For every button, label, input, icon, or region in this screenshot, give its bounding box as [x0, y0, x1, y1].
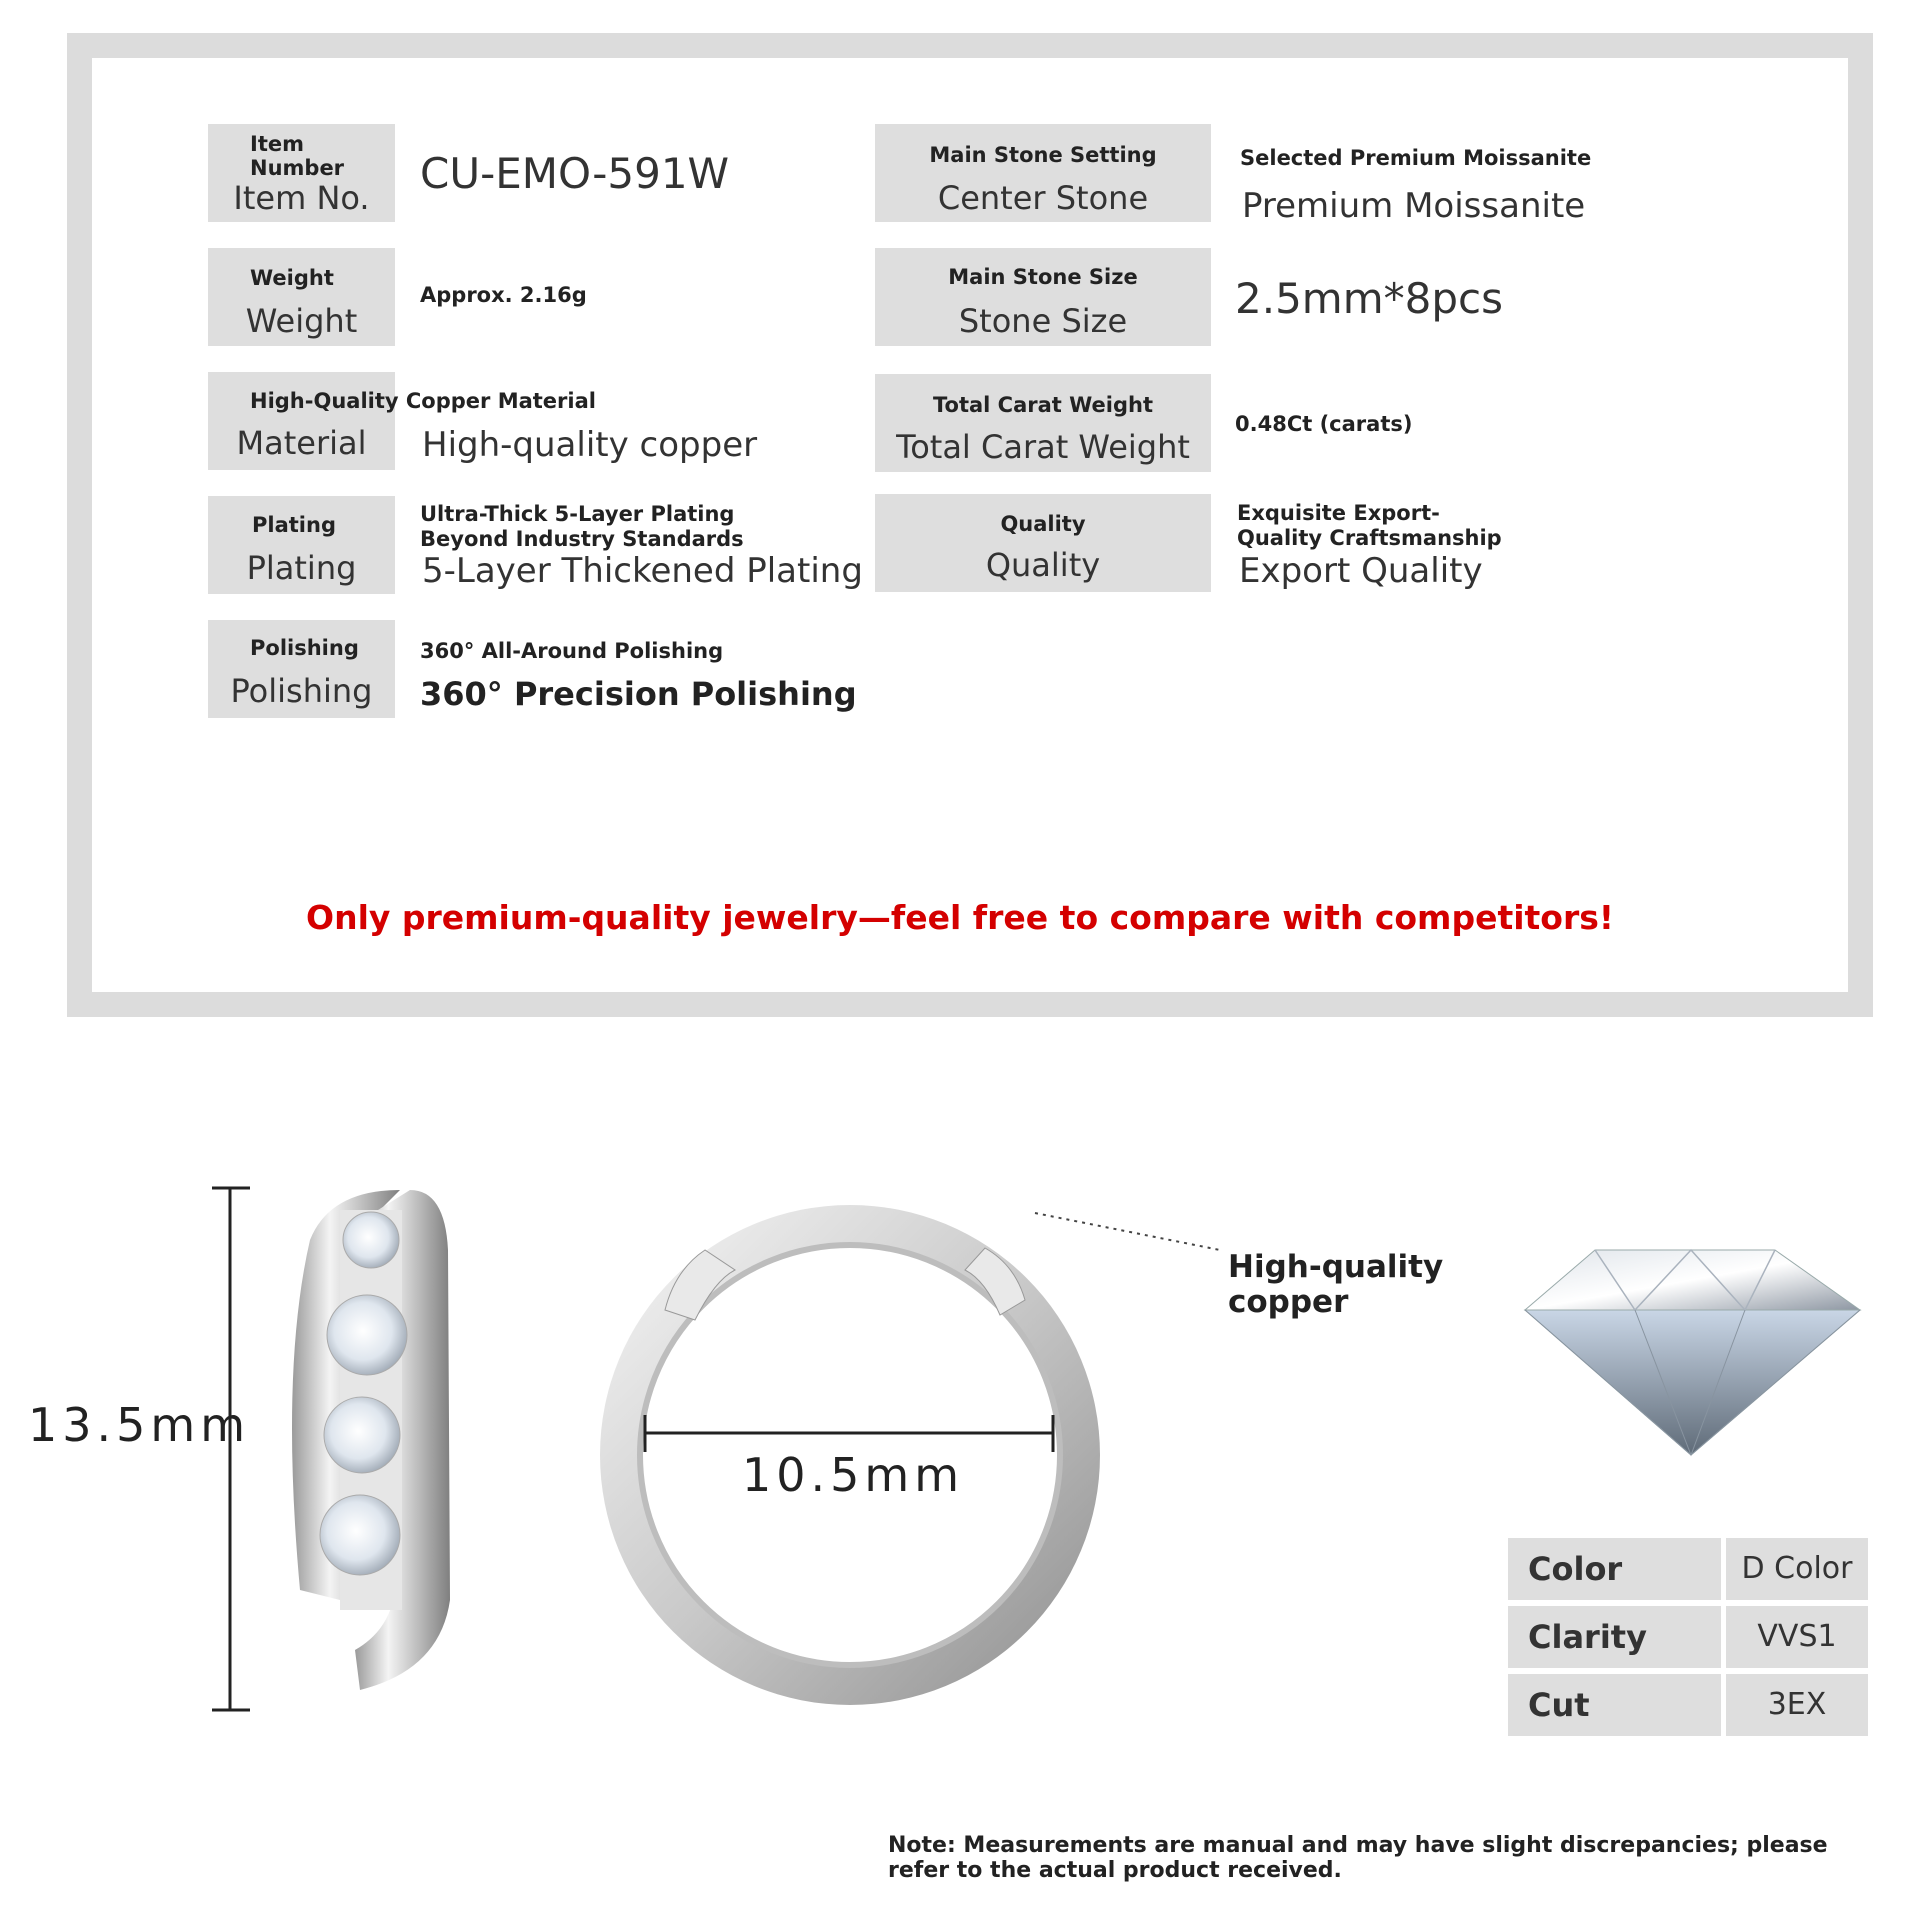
- spec-label-small: Main Stone Size: [948, 265, 1138, 289]
- material-callout-label: High-quality copper: [1228, 1249, 1444, 1320]
- spec-label-small: Main Stone Setting: [929, 143, 1157, 167]
- spec-label-big: Material: [236, 424, 367, 462]
- table-key: Cut: [1508, 1674, 1721, 1736]
- spec-value: 0.48Ct (carats): [1235, 412, 1413, 436]
- spec-label: [875, 248, 1211, 346]
- spec-label-small: Total Carat Weight: [932, 393, 1154, 417]
- spec-label-big: Stone Size: [958, 302, 1128, 340]
- spec-value: 360° Precision Polishing: [420, 675, 857, 713]
- spec-label: [208, 124, 395, 222]
- table-key: Clarity: [1508, 1606, 1721, 1668]
- spec-label-big: Polishing: [230, 672, 373, 710]
- measurement-note: Note: Measurements are manual and may have slight discrepancies; please refer to the actual product received.: [888, 1833, 1828, 1883]
- spec-label-small: Polishing: [250, 636, 359, 660]
- spec-label-big: Quality: [985, 546, 1101, 584]
- table-key: Color: [1508, 1538, 1721, 1600]
- height-dimension-label: 13.5mm: [28, 1398, 251, 1452]
- spec-value-small: 360° All-Around Polishing: [420, 639, 724, 663]
- spec-label-small: Weight: [250, 266, 334, 290]
- spec-label-big: Plating: [246, 549, 357, 587]
- spec-value-small: Exquisite Export- Quality Craftsmanship: [1237, 501, 1502, 550]
- spec-label-small: Plating: [252, 513, 336, 537]
- spec-label: [875, 494, 1211, 592]
- callout-dotted-line: [1030, 1205, 1230, 1255]
- spec-label: [208, 372, 395, 470]
- spec-value: Premium Moissanite: [1242, 186, 1586, 226]
- spec-value-small: Ultra-Thick 5-Layer Plating Beyond Industry Standards: [420, 502, 744, 551]
- spec-label-big: Center Stone: [937, 179, 1149, 217]
- spec-label-small: Item Number: [250, 132, 345, 180]
- spec-label: [208, 620, 395, 718]
- spec-value: 2.5mm*8pcs: [1235, 274, 1503, 323]
- spec-value: Approx. 2.16g: [420, 283, 587, 307]
- spec-label-big: Item No.: [233, 179, 370, 217]
- table-value: VVS1: [1726, 1606, 1868, 1668]
- hoop-earring-side-view-icon: [270, 1170, 470, 1730]
- table-value: D Color: [1726, 1538, 1868, 1600]
- spec-value: CU-EMO-591W: [420, 149, 730, 198]
- spec-label: [208, 496, 395, 594]
- spec-value: 5-Layer Thickened Plating: [422, 551, 863, 591]
- inner-diameter-label: 10.5mm: [742, 1448, 965, 1502]
- spec-label: [875, 124, 1211, 222]
- spec-label: [208, 248, 395, 346]
- table-value: 3EX: [1726, 1674, 1868, 1736]
- spec-label: [875, 374, 1211, 472]
- spec-label-big: Total Carat Weight: [896, 428, 1190, 466]
- spec-value-small: Selected Premium Moissanite: [1240, 146, 1592, 170]
- spec-label-small: High-Quality Copper Material: [250, 389, 596, 413]
- spec-value: High-quality copper: [422, 425, 758, 465]
- moissanite-diamond-icon: [1505, 1230, 1875, 1490]
- promo-banner: Only premium-quality jewelry—feel free to compare with competitors!: [306, 898, 1614, 937]
- spec-value: Export Quality: [1239, 551, 1483, 591]
- spec-label-big: Weight: [245, 302, 358, 340]
- spec-label-small: Quality: [1000, 512, 1086, 536]
